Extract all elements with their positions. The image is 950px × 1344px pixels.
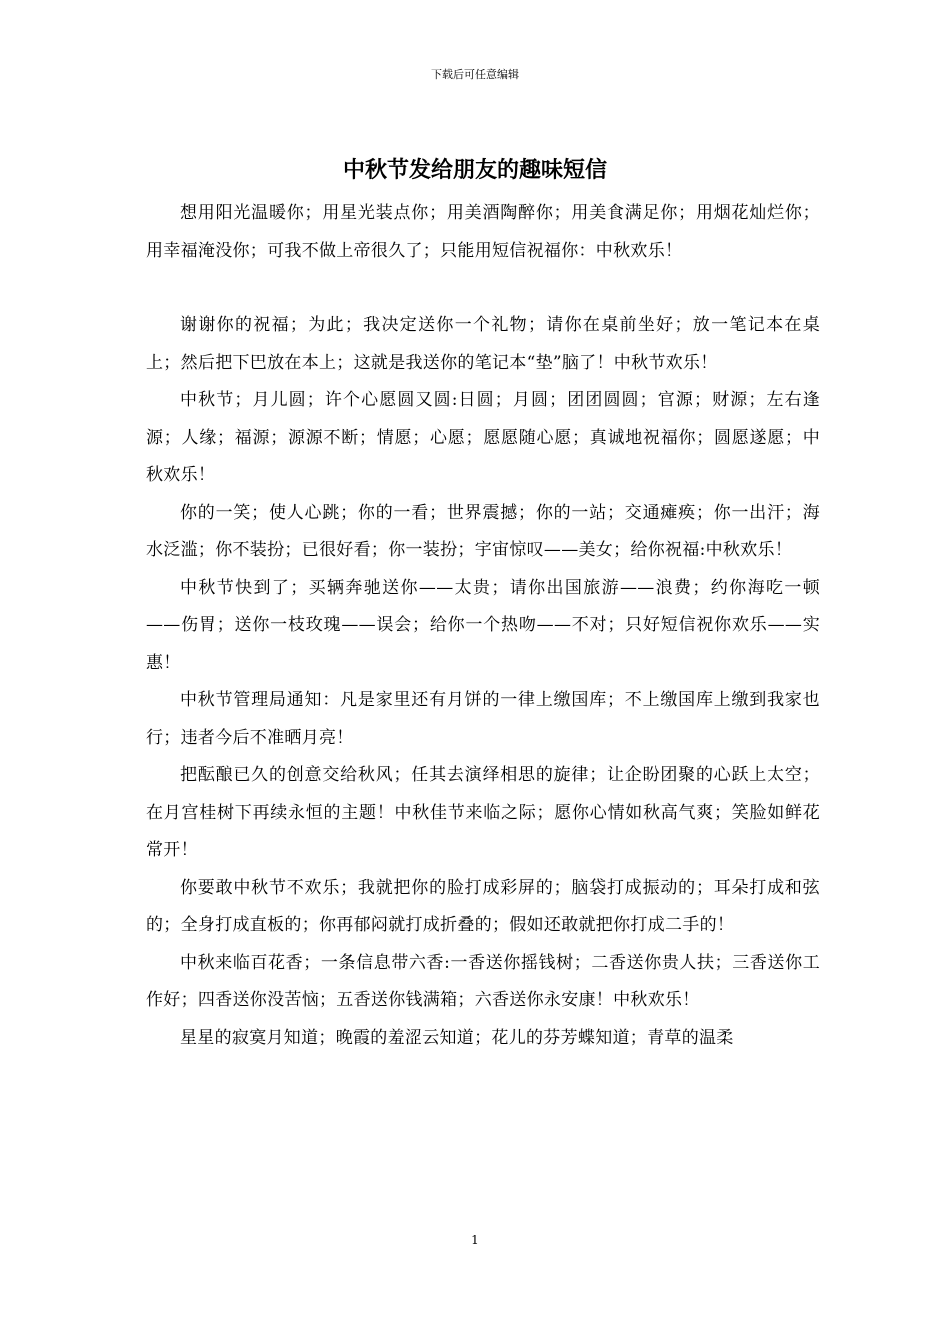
paragraph: 中秋节管理局通知：凡是家里还有月饼的一律上缴国库；不上缴国库上缴到我家也行；违者今后不准晒月亮！ [146,690,820,748]
document-body [146,195,820,1057]
paragraph: 星星的寂寞月知道；晚霞的羞涩云知道；花儿的芬芳蝶知道；青草的温柔 [180,1027,734,1048]
paragraph: 中秋节；月儿圆；许个心愿圆又圆:日圆；月圆；团团圆圆；官源；财源；左右逢源；人缘；福源；源源不断；情愿；心愿；愿愿随心愿；真诚地祝福你；圆愿遂愿；中秋欢乐！ [146,390,820,485]
paragraph: 中秋来临百花香；一条信息带六香:一香送你摇钱树；二香送你贵人扶；三香送你工作好；四香送你没苦恼；五香送你钱满箱；六香送你永安康！中秋欢乐！ [146,952,820,1010]
paragraph: 谢谢你的祝福；为此；我决定送你一个礼物；请你在桌前坐好；放一笔记本在桌上；然后把下巴放在本上；这就是我送你的笔记本“垫”脑了！中秋节欢乐！ [146,315,820,373]
document-title: 中秋节发给朋友的趣味短信 [342,157,607,183]
paragraph: 想用阳光温暖你；用星光装点你；用美酒陶醉你；用美食满足你；用烟花灿烂你；用幸福淹没你；可我不做上帝很久了；只能用短信祝福你：中秋欢乐！ [146,203,820,261]
paragraph: 把酝酿已久的创意交给秋风；任其去演绎相思的旋律；让企盼团聚的心跃上太空；在月宫桂树下再续永恒的主题！中秋佳节来临之际；愿你心情如秋高气爽；笑脸如鲜花常开！ [146,765,820,860]
paragraph: 中秋节快到了；买辆奔驰送你——太贵；请你出国旅游——浪费；约你海吃一顿——伤胃；送你一枝玫瑰——误会；给你一个热吻——不对；只好短信祝你欢乐——实惠！ [146,577,820,673]
header-note: 下载后可任意编辑 [431,68,519,81]
page-number: 1 [471,1233,479,1247]
paragraph: 你的一笑；使人心跳；你的一看；世界震撼；你的一站；交通瘫痪；你一出汗；海水泛滥；你不装扮；已很好看；你一装扮；宇宙惊叹——美女；给你祝福:中秋欢乐！ [146,502,820,560]
paragraph: 你要敢中秋节不欢乐；我就把你的脸打成彩屏的；脑袋打成振动的；耳朵打成和弦的；全身打成直板的；你再郁闷就打成折叠的；假如还敢就把你打成二手的！ [146,877,820,935]
